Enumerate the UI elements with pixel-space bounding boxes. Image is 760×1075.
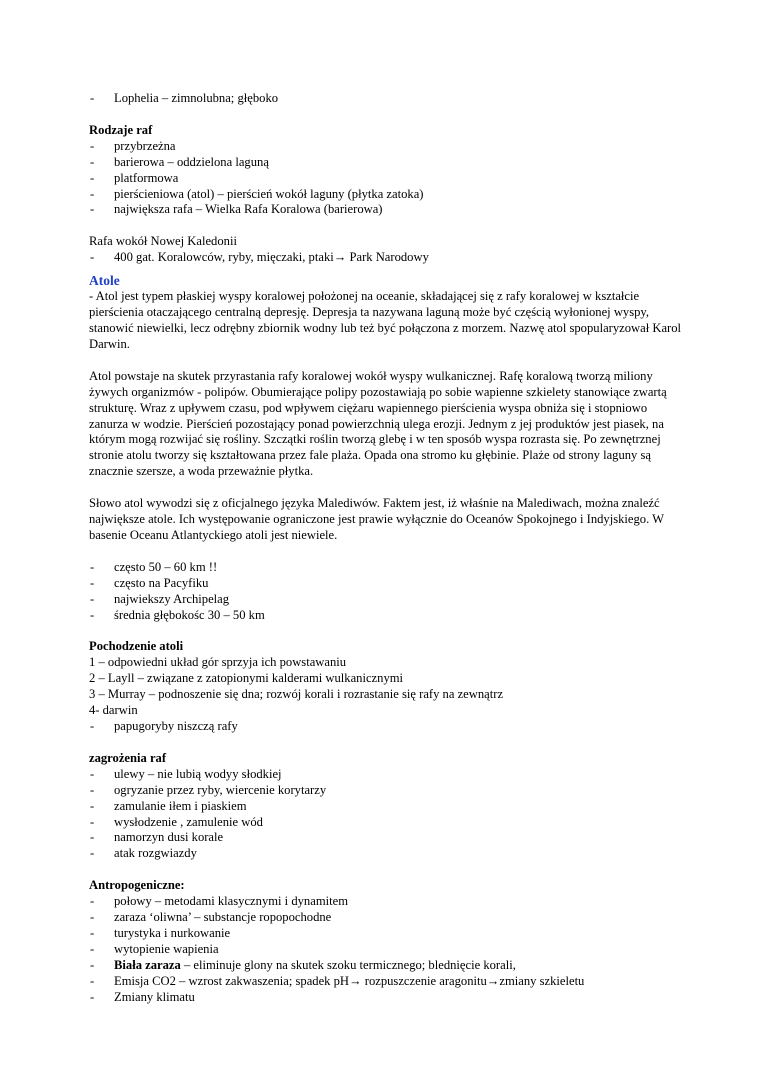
list-item: - najwiekszy Archipelag [89, 592, 689, 608]
list-item: - barierowa – oddzielona laguną [89, 155, 689, 171]
numbered-line: 3 – Murray – podnoszenie się dna; rozwój korali i rozrastanie się rafy na zewnątrz [89, 687, 504, 702]
list-item: - 400 gat. Koralowców, ryby, mięczaki, ptaki→ Park Narodowy [89, 250, 689, 266]
numbered-line: 2 – Layll – związane z zatopionymi kalderami wulkanicznymi [89, 671, 404, 686]
section-heading-antropogeniczne: Antropogeniczne: [89, 878, 185, 893]
paragraph-atol-definition: - Atol jest typem płaskiej wyspy koralowej położonej na oceanie, składającej się z rafy koralowej w kształcie pierścienia otaczającego centralną depresję. Depresja ta nazywana laguną może być częścią wyłonionej wyspy, stanowić niewielki, lecz odrębny zbiornik wodny lub też być połączona z morzem. Nazwę atol spopularyzował Karol Darwin. [89, 289, 682, 351]
section-heading-zagrozenia: zagrożenia raf [89, 750, 167, 765]
list-item: - wytopienie wapienia [89, 942, 689, 958]
biala-zaraza-term: Biała zaraza [114, 957, 181, 972]
list-item: - papugoryby niszczą rafy [89, 719, 689, 735]
list-item: - często na Pacyfiku [89, 576, 689, 592]
list-item: - Emisja CO2 – wzrost zakwaszenia; spadek pH→ rozpuszczenie aragonitu→zmiany szkieletu [89, 974, 689, 990]
biala-zaraza-description: – eliminuje glony na skutek szoku termicznego; blednięcie korali, [180, 957, 516, 972]
list-item: - namorzyn dusi korale [89, 830, 689, 846]
list-item: - wysłodzenie , zamulenie wód [89, 815, 689, 831]
numbered-line: 1 – odpowiedni układ gór sprzyja ich powstawaniu [89, 655, 347, 670]
list-item: - przybrzeżna [89, 139, 689, 155]
list-item: - Zmiany klimatu [89, 990, 689, 1006]
section-heading-atole: Atole [89, 273, 120, 289]
list-item: - atak rozgwiazdy [89, 846, 689, 862]
list-item: - platformowa [89, 171, 689, 187]
section-heading-rodzaje-raf: Rodzaje raf [89, 122, 153, 137]
list-item: - Lophelia – zimnolubna; głęboko [89, 91, 689, 107]
section-heading-pochodzenie: Pochodzenie atoli [89, 639, 184, 654]
list-item-biala-zaraza [89, 958, 689, 974]
paragraph-atol-formation: Atol powstaje na skutek przyrastania rafy koralowej wokół wyspy wulkanicznej. Rafę koralową tworzą miliony żywych organizmów - polipów. Obumierające polipy pozostawiają po sobie wapienne szkielety stanowiące zwartą strukturę. Wraz z upływem czasu, pod wpływem ciężaru wapiennego pierścienia wyspa obniża się i stopniowo zanurza w wodzie. Pierścień pozostający ponad powierzchnią ulega erozji. Jednym z jej produktów jest piasek, na którym mogą rozwijać się rośliny. Szczątki roślin tworzą glebę i w ten sposób wyspa rozrasta się. Po zewnętrznej stronie atolu tworzy się kształtowana przez fale plaża. Opada ona stromo ku głębinie. Plaże od strony laguny są znacznie szersze, a woda przeważnie płytka. [89, 368, 667, 479]
list-item: - największa rafa – Wielka Rafa Koralowa (barierowa) [89, 202, 689, 218]
list-item: - zamulanie iłem i piaskiem [89, 799, 689, 815]
list-item: - połowy – metodami klasycznymi i dynamitem [89, 894, 689, 910]
kaledonia-line: Rafa wokół Nowej Kaledonii [89, 234, 237, 249]
list-item: - pierścieniowa (atol) – pierścień wokół laguny (płytka zatoka) [89, 187, 689, 203]
list-item: - zaraza ‘oliwna’ – substancje ropopochodne [89, 910, 689, 926]
paragraph-atol-origin-word: Słowo atol wywodzi się z oficjalnego języka Malediwów. Faktem jest, iż właśnie na Malediwach, można znaleźć największe atole. Ich występowanie ograniczone jest prawie wyłącznie do Oceanów Spokojnego i Indyjskiego. W basenie Oceanu Atlantyckiego atoli jest niewiele. [89, 496, 664, 542]
list-item: - średnia głębokośc 30 – 50 km [89, 608, 689, 624]
numbered-line: 4- darwin [89, 703, 138, 718]
document-body [89, 91, 689, 1006]
list-item: - często 50 – 60 km !! [89, 560, 689, 576]
list-item: - ogryzanie przez ryby, wiercenie korytarzy [89, 783, 689, 799]
list-item: - turystyka i nurkowanie [89, 926, 689, 942]
list-item: - ulewy – nie lubią wodyy słodkiej [89, 767, 689, 783]
